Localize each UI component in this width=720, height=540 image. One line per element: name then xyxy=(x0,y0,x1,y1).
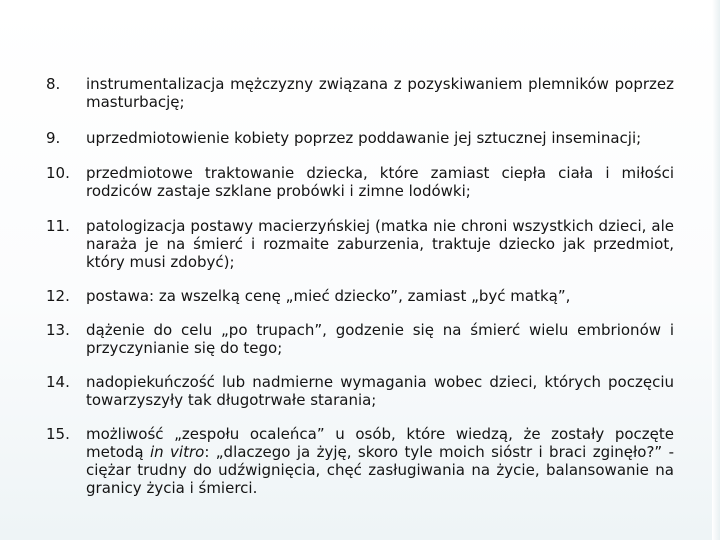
list-item-number: 8. xyxy=(46,75,61,93)
list-item xyxy=(46,321,674,357)
numbered-list xyxy=(46,71,674,497)
list-item-number: 9. xyxy=(46,129,61,147)
list-item-text xyxy=(86,425,674,497)
list-item-text: uprzedmiotowienie kobiety poprzez poddawanie jej sztucznej inseminacji; xyxy=(86,129,642,147)
list-item-number: 11. xyxy=(46,217,70,235)
list-item-text: dążenie do celu „po trupach”, godzenie się na śmierć wielu embrionów i przyczynianie się do tego; xyxy=(86,321,674,357)
list-item-number: 14. xyxy=(46,373,70,391)
list-item-text: postawa: za wszelką cenę „mieć dziecko”, zamiast „być matką”, xyxy=(86,287,571,305)
list-item-text-part: : „dlaczego ja żyję, skoro tyle moich sióstr i braci zginęło?” - ciężar trudny do udźwignięcia, chęć zasługiwania na życie, balansowanie na granicy życia i śmierci. xyxy=(86,443,674,497)
list-item-text: przedmiotowe traktowanie dziecka, które zamiast ciepła ciała i miłości rodziców zastaje szklane probówki i zimne lodówki; xyxy=(86,164,674,200)
list-item xyxy=(46,75,674,111)
list-item xyxy=(46,129,674,147)
list-item-number: 10. xyxy=(46,164,70,182)
list-item xyxy=(46,287,674,305)
list-item-number: 15. xyxy=(46,425,70,443)
list-item-number: 12. xyxy=(46,287,70,305)
list-item-text-part: możliwość „zespołu ocaleńca” u osób, które wiedzą, że zostały poczęte metodą xyxy=(86,425,674,461)
list-item xyxy=(46,373,674,409)
list-item-text-italic: in vitro xyxy=(150,443,205,461)
list-item-number: 13. xyxy=(46,321,70,339)
list-item-text: patologizacja postawy macierzyńskiej (matka nie chroni wszystkich dzieci, ale naraża je na śmierć i rozmaite zaburzenia, traktuje dziecko jak przedmiot, który musi zdobyć); xyxy=(86,217,674,271)
slide-edge-decoration xyxy=(712,0,720,540)
list-item xyxy=(46,425,674,497)
list-item-text: instrumentalizacja mężczyzny związana z pozyskiwaniem plemników poprzez masturbację; xyxy=(86,75,674,111)
list-item xyxy=(46,217,674,271)
list-item xyxy=(46,164,674,200)
list-item-text: nadopiekuńczość lub nadmierne wymagania wobec dzieci, których poczęciu towarzyszyły tak długotrwałe starania; xyxy=(86,373,674,409)
